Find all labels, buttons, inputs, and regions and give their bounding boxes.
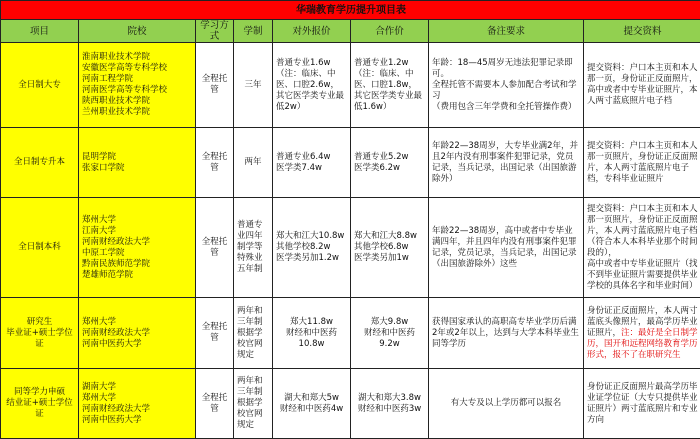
partner-price-cell: 湖大和郑大3.8w 财经和中医药3w (351, 369, 429, 439)
schools-cell: 湖南大学 郑州大学 河南财经政法大学 河南中医药大学 (79, 369, 196, 439)
external-price-cell: 郑大和江大10.8w 其他学校8.2w 医学类另加1.2w (273, 198, 351, 298)
duration-cell: 两年和三年制根据学校官网规定 (234, 369, 273, 439)
table-row (1, 43, 700, 128)
remarks-cell: 年龄：18—45周岁无违法犯罪记录即可。 全程托管不需要本人参加配合考试和学习 （费用包含三年学费和全托管操作费） (429, 43, 584, 128)
item-cell: 研究生 毕业证+硕士学位证 (1, 298, 79, 369)
materials-text: 身份证正反面照片最高学历毕业证学位证（大专只提供毕业证照片）两寸蓝底照片和专业方向 (587, 382, 698, 425)
table-row (1, 298, 700, 369)
external-price-cell: 郑大11.8w 财经和中医药10.8w (273, 298, 351, 369)
header-item: 项目 (1, 20, 79, 43)
schools-cell: 昆明学院 张家口学院 (79, 128, 196, 198)
table-title: 华瑞教育学历提升项目表 (1, 1, 700, 20)
duration-cell: 两年和三年制根据学校官网规定 (234, 298, 273, 369)
item-cell: 全日制本科 (1, 198, 79, 298)
mode-cell: 全程托管 (196, 43, 234, 128)
materials-cell (584, 298, 700, 369)
header-duration: 学制 (234, 20, 273, 43)
duration-cell: 三年 (234, 43, 273, 128)
schools-cell: 郑州大学 江南大学 河南财经政法大学 中原工学院 黔南民族师范学院 楚雄师范学院 (79, 198, 196, 298)
duration-cell: 两年 (234, 128, 273, 198)
remarks-cell: 有大专及以上学历都可以报名 (429, 369, 584, 439)
header-external-price: 对外报价 (273, 20, 351, 43)
table-row (1, 128, 700, 198)
schools-cell: 郑州大学 河南财经政法大学 河南中医药大学 (79, 298, 196, 369)
header-remarks: 备注要求 (429, 20, 584, 43)
header-partner-price: 合作价 (351, 20, 429, 43)
schools-cell: 淮南职业技术学院 安徽医学高等专科学校 河南工程学院 河南医学高等专科学校 陕西职业技术学院 兰州职业技术学院 (79, 43, 196, 128)
remarks-cell: 获得国家承认的高职高专毕业学历后满2年或2年以上，达到与大学本科毕业生同等学历 (429, 298, 584, 369)
duration-cell: 普通专业四年制学等特殊业五年制 (234, 198, 273, 298)
remarks-cell: 年龄22—38周岁，大专毕业满2年，并且2年内没有刑事案件犯罪记录，党员记录，当兵记录，出国记录（出国旅游除外） (429, 128, 584, 198)
header-materials: 提交资料 (584, 20, 700, 43)
external-price-cell: 湖大和郑大5w 财经和中医药4w (273, 369, 351, 439)
item-cell: 同等学力申硕 结业证+硕士学位证 (1, 369, 79, 439)
header-schools: 院校 (79, 20, 196, 43)
materials-warning: 注：最好是全日制学历，国开和远程网络教育学历形式，报不了在职研究生 (587, 328, 698, 360)
table-row (1, 198, 700, 298)
partner-price-cell: 郑大和江大8.8w 其他学校6.8w 医学类另加1w (351, 198, 429, 298)
materials-cell (584, 198, 700, 298)
mode-cell: 全程托管 (196, 369, 234, 439)
partner-price-cell: 郑大9.8w 财经和中医药9.2w (351, 298, 429, 369)
item-cell: 全日制大专 (1, 43, 79, 128)
external-price-cell: 普通专业1.6w （注：临床、中医、口腔2.6w，其它医学类专业最低2w） (273, 43, 351, 128)
header-mode: 学习方式 (196, 20, 234, 43)
materials-text: 提交资料：户口本主页和本人那一页照片，身份证正反面照片，本人两寸蓝底照片电子档，专科毕业证照片 (587, 141, 698, 184)
materials-text: 提交资料：户口本主页和本人那一页，身份证正反面照片，高中或者中专毕业证照片，本人两寸蓝底照片电子档 (587, 63, 698, 106)
mode-cell: 全程托管 (196, 198, 234, 298)
materials-text: 提交资料：户口本主页和本人那一页照片，身份证正反面照片，本人两寸蓝底照片电子档（符合本人本科毕业那个时间段的）， 高中或者中专毕业证照片（找不到毕业证照片需要提供毕业学校的具体名字和毕业时间） (587, 204, 698, 291)
partner-price-cell: 普通专业5.2w 医学类6.2w (351, 128, 429, 198)
table-row (1, 369, 700, 439)
item-cell: 全日制专升本 (1, 128, 79, 198)
materials-cell (584, 369, 700, 439)
materials-text: 身份证正反面照片，本人两寸蓝底头像照片，最高学历毕业证照片， (587, 306, 698, 338)
materials-cell (584, 128, 700, 198)
remarks-cell: 年龄22—38周岁，高中或者中专毕业满四年，并且四年内没有刑事案件犯罪记录，党员记录，当兵记录，出国记录（出国旅游除外）这些 (429, 198, 584, 298)
mode-cell: 全程托管 (196, 298, 234, 369)
materials-cell (584, 43, 700, 128)
mode-cell: 全程托管 (196, 128, 234, 198)
external-price-cell: 普通专业6.4w 医学类7.4w (273, 128, 351, 198)
partner-price-cell: 普通专业1.2w （注：临床、中医、口腔1.8w，其它医学类专业最低1.6w） (351, 43, 429, 128)
